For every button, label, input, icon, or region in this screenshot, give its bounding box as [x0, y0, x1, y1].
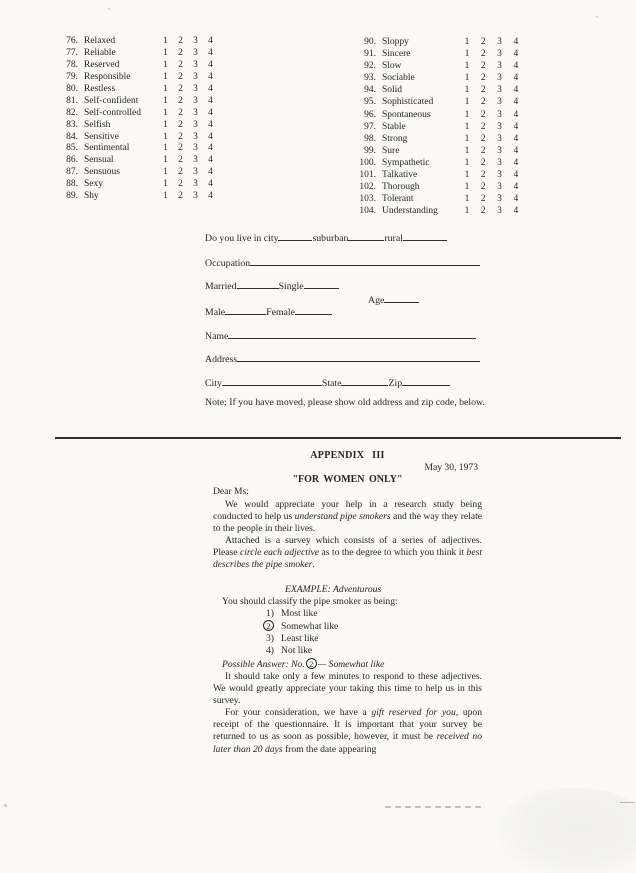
- adjective-label: Sloppy: [382, 37, 409, 47]
- text-segment: understand pipe smokers: [294, 510, 391, 522]
- adjective-row: [58, 120, 218, 132]
- adjective-row: [350, 84, 524, 96]
- adjective-row: [58, 143, 218, 155]
- example-option: [213, 608, 482, 620]
- rating-option[interactable]: 1: [163, 131, 168, 142]
- letter-paragraph: [213, 707, 482, 756]
- rating-option[interactable]: 1: [464, 121, 470, 132]
- rating-option[interactable]: 1: [163, 179, 168, 190]
- rating-option[interactable]: 2: [178, 167, 183, 178]
- example-intro: You should classify the pipe smoker as being:: [222, 595, 398, 607]
- text-segment: from the date appearing: [282, 743, 377, 755]
- rating-option[interactable]: 1: [163, 143, 168, 154]
- text-segment: State: [321, 378, 342, 390]
- scan-speck: [4, 804, 7, 807]
- rating-option[interactable]: 2: [178, 119, 183, 130]
- letter-body-intro: [213, 499, 482, 572]
- rating-option[interactable]: 2: [480, 37, 486, 47]
- letter-paragraph: [213, 499, 482, 535]
- adjective-number: 82.: [66, 107, 78, 118]
- text-segment: circle each adjective: [239, 547, 320, 559]
- rating-option[interactable]: 3: [497, 145, 502, 156]
- rating-option[interactable]: 1: [464, 206, 470, 217]
- adjective-label: Self-confident: [84, 95, 139, 106]
- form-row-age: [368, 295, 419, 306]
- example-options-list: [213, 608, 482, 658]
- form-blank-field[interactable]: [304, 281, 339, 289]
- rating-option[interactable]: 1: [163, 36, 168, 46]
- adjective-number: 81.: [66, 95, 78, 106]
- adjective-number: 93.: [364, 73, 376, 84]
- example-option: [213, 633, 482, 645]
- rating-option[interactable]: 2: [480, 73, 486, 84]
- rating-option[interactable]: 3: [193, 131, 198, 142]
- form-blank-field[interactable]: [237, 354, 480, 362]
- adjective-label: Sophisticated: [382, 97, 434, 108]
- adjective-label: Sentimental: [84, 143, 130, 154]
- form-blank-field[interactable]: [250, 258, 480, 266]
- rating-option[interactable]: 3: [497, 133, 502, 144]
- rating-option[interactable]: 1: [163, 107, 168, 118]
- rating-option[interactable]: 4: [513, 97, 519, 108]
- rating-option[interactable]: 2: [480, 145, 486, 156]
- text-segment: , upon receipt of the questionnaire. It is important that your survey be returned to us as soon as possible, however, it must be: [213, 707, 482, 743]
- rating-option[interactable]: 2: [480, 61, 486, 72]
- rating-option[interactable]: 1: [464, 194, 470, 205]
- rating-option[interactable]: 2: [178, 83, 183, 94]
- rating-option[interactable]: 2: [480, 182, 486, 193]
- rating-option[interactable]: 4: [513, 85, 519, 96]
- text-segment: Female: [266, 307, 295, 319]
- adjective-number: 101.: [359, 170, 376, 181]
- adjective-number: 88.: [66, 179, 78, 190]
- adjective-row: [58, 48, 218, 60]
- rating-option[interactable]: 4: [208, 143, 213, 154]
- form-blank-field[interactable]: [225, 307, 266, 315]
- adjective-number: 89.: [66, 191, 78, 202]
- text-segment: We would appreciate your help in a research study being conducted to help us: [213, 498, 482, 522]
- rating-option[interactable]: 3: [497, 157, 502, 168]
- adjective-row: [350, 36, 524, 48]
- option-label: Not like: [281, 645, 313, 657]
- text-segment: as to the degree to which you think it: [319, 547, 467, 559]
- rating-option[interactable]: 4: [513, 61, 519, 72]
- rating-option[interactable]: 1: [464, 73, 470, 84]
- example-answer-line: [213, 658, 482, 671]
- form-blank-field[interactable]: [278, 233, 312, 241]
- rating-option[interactable]: 3: [497, 85, 502, 96]
- rating-option[interactable]: 4: [208, 119, 213, 130]
- adjective-number: 95.: [364, 97, 376, 108]
- adjective-row: [350, 193, 524, 205]
- rating-option[interactable]: 4: [513, 170, 519, 181]
- adjective-number: 84.: [66, 131, 78, 142]
- rating-option[interactable]: 4: [208, 47, 213, 58]
- rating-option[interactable]: 2: [480, 109, 486, 120]
- adjective-label: Reliable: [84, 47, 116, 58]
- rating-option[interactable]: 4: [513, 133, 519, 144]
- adjective-number: 94.: [364, 85, 376, 96]
- form-row-name: [205, 331, 476, 342]
- adjective-label: Responsible: [84, 71, 131, 82]
- adjective-label: Tolerant: [382, 194, 414, 205]
- adjective-label: Selfish: [84, 119, 111, 130]
- rating-option[interactable]: 2: [480, 133, 486, 144]
- appendix-letter: [213, 450, 482, 756]
- rating-option[interactable]: 2: [178, 71, 183, 82]
- adjective-row: [58, 96, 218, 108]
- form-blank-field[interactable]: [403, 233, 447, 241]
- adjective-row: [58, 191, 218, 203]
- rating-option[interactable]: 4: [208, 155, 213, 166]
- form-row-citystatezip: [205, 378, 450, 389]
- rating-option[interactable]: 2: [178, 179, 183, 190]
- rating-option[interactable]: 1: [464, 182, 470, 193]
- rating-option[interactable]: 2: [178, 36, 183, 46]
- rating-option[interactable]: 4: [513, 109, 519, 120]
- adjective-number: 85.: [66, 143, 78, 154]
- adjective-label: Relaxed: [84, 36, 116, 46]
- letter-date: May 30, 1973: [424, 462, 478, 474]
- scan-smudge: [498, 788, 636, 873]
- adjective-row: [58, 155, 218, 167]
- rating-option[interactable]: 2: [480, 170, 486, 181]
- adjective-row: [350, 121, 524, 133]
- rating-option[interactable]: 4: [208, 179, 213, 190]
- adjective-number: 100.: [359, 157, 376, 168]
- rating-option[interactable]: 3: [497, 121, 502, 132]
- adjective-number: 87.: [66, 167, 78, 178]
- rating-option[interactable]: 1: [464, 157, 470, 168]
- adjective-number: 98.: [364, 133, 376, 144]
- adjective-label: Sensuous: [84, 167, 120, 178]
- adjective-number: 86.: [66, 155, 78, 166]
- text-segment: Zip: [388, 378, 403, 390]
- rating-option[interactable]: 2: [178, 47, 183, 58]
- form-blank-field[interactable]: [341, 378, 388, 386]
- adjective-row: [58, 108, 218, 120]
- rating-option[interactable]: 1: [464, 145, 470, 156]
- rating-option[interactable]: 2: [178, 191, 183, 202]
- form-row-marital: [205, 281, 339, 292]
- rating-option[interactable]: 1: [163, 71, 168, 82]
- rating-option[interactable]: 3: [497, 49, 502, 60]
- adjective-label: Sincere: [382, 49, 411, 60]
- text-segment: Married: [205, 281, 237, 293]
- text-segment: suburban: [312, 233, 349, 245]
- rating-option[interactable]: 4: [513, 157, 519, 168]
- text-segment: Single: [278, 281, 304, 293]
- rating-option[interactable]: 3: [193, 107, 198, 118]
- rating-option[interactable]: 3: [497, 37, 502, 47]
- adjective-label: Stable: [382, 121, 406, 132]
- rating-option[interactable]: 3: [193, 95, 198, 106]
- form-blank-field[interactable]: [295, 307, 332, 315]
- rating-option[interactable]: 1: [464, 61, 470, 72]
- adjective-label: Sensitive: [84, 131, 119, 142]
- rating-option[interactable]: 4: [208, 191, 213, 202]
- rating-option[interactable]: 2: [480, 194, 486, 205]
- adjective-list-right: [350, 36, 524, 217]
- rating-option[interactable]: 2: [178, 59, 183, 70]
- text-segment: EXAMPLE: Adventurous: [285, 583, 382, 595]
- text-segment: — Somewhat like: [317, 658, 385, 670]
- rating-option[interactable]: 3: [497, 97, 502, 108]
- letter-body-close: [213, 671, 482, 756]
- rating-option[interactable]: 3: [193, 59, 198, 70]
- form-blank-field[interactable]: [228, 331, 476, 339]
- adjective-label: Self-controlled: [84, 107, 141, 118]
- option-label: Least like: [281, 633, 319, 645]
- adjective-number: 83.: [66, 119, 78, 130]
- rating-option[interactable]: 3: [193, 167, 198, 178]
- rating-option[interactable]: 4: [513, 182, 519, 193]
- adjective-number: 77.: [66, 47, 78, 58]
- letter-paragraph: [213, 535, 482, 571]
- adjective-label: Talkative: [382, 170, 418, 181]
- adjective-list-left: [58, 36, 218, 203]
- rating-option[interactable]: 2: [480, 157, 486, 168]
- rating-option[interactable]: 3: [497, 109, 502, 120]
- option-label: Most like: [281, 607, 318, 619]
- adjective-number: 102.: [359, 182, 376, 193]
- rating-option[interactable]: 1: [464, 133, 470, 144]
- adjective-label: Spontaneous: [382, 109, 431, 120]
- scan-speck: [596, 16, 598, 18]
- text-segment: Attached is a survey which consists of a series of adjectives. Please: [213, 535, 482, 559]
- rating-option[interactable]: 1: [163, 167, 168, 178]
- rating-option[interactable]: 2: [178, 143, 183, 154]
- option-label: Somewhat like: [281, 621, 339, 633]
- scan-artifact-dashes: [385, 806, 483, 808]
- adjective-number: 103.: [359, 194, 376, 205]
- adjective-label: Sexy: [84, 179, 103, 190]
- rating-option[interactable]: 4: [513, 145, 519, 156]
- letter-subtitle: "FOR WOMEN ONLY": [292, 474, 403, 486]
- text-segment: For your consideration, we have a: [225, 707, 372, 719]
- rating-option[interactable]: 3: [497, 206, 502, 217]
- text-segment: It should take only a few minutes to respond to these adjectives. We would greatly appreciate your taking this time to help us in this survey.: [213, 670, 482, 706]
- rating-option[interactable]: 4: [208, 107, 213, 118]
- adjective-row: [58, 72, 218, 84]
- form-row-occupation: [205, 258, 480, 269]
- adjective-row: [350, 133, 524, 145]
- adjective-row: [350, 48, 524, 60]
- adjective-number: 97.: [364, 121, 376, 132]
- circled-option-marker: 2: [263, 620, 274, 631]
- rating-option[interactable]: 4: [208, 95, 213, 106]
- rating-option[interactable]: 1: [163, 83, 168, 94]
- form-row-address: [205, 354, 480, 365]
- rating-option[interactable]: 4: [208, 131, 213, 142]
- adjective-row: [350, 96, 524, 108]
- option-marker: 4): [266, 645, 274, 657]
- adjective-row: [350, 145, 524, 157]
- adjective-label: Sympathetic: [382, 157, 430, 168]
- option-marker: 1): [266, 607, 274, 619]
- rating-option[interactable]: 2: [178, 155, 183, 166]
- rating-option[interactable]: 1: [464, 97, 470, 108]
- rating-option[interactable]: 4: [208, 36, 213, 46]
- rating-option[interactable]: 4: [513, 194, 519, 205]
- adjective-number: 80.: [66, 83, 78, 94]
- adjective-label: Sure: [382, 145, 400, 156]
- rating-option[interactable]: 1: [464, 37, 470, 47]
- text-segment: Age: [368, 295, 385, 307]
- rating-option[interactable]: 4: [208, 71, 213, 82]
- adjective-number: 91.: [364, 49, 376, 60]
- rating-option[interactable]: 1: [464, 170, 470, 181]
- adjective-label: Reserved: [84, 59, 120, 70]
- rating-option[interactable]: 3: [497, 170, 502, 181]
- adjective-row: [58, 167, 218, 179]
- rating-option[interactable]: 4: [208, 83, 213, 94]
- rating-option[interactable]: 3: [497, 182, 502, 193]
- adjective-label: Sensual: [84, 155, 114, 166]
- rating-option[interactable]: 1: [163, 119, 168, 130]
- rating-option[interactable]: 1: [163, 191, 168, 202]
- section-divider-rule: [55, 437, 621, 439]
- text-segment: Do you live in city: [205, 233, 279, 245]
- adjective-row: [350, 72, 524, 84]
- text-segment: Possible Answer: No.: [222, 658, 305, 670]
- rating-option[interactable]: 2: [480, 206, 486, 217]
- adjective-row: [58, 60, 218, 72]
- form-blank-field[interactable]: [384, 295, 419, 303]
- letter-salutation: Dear Ms:: [213, 486, 249, 498]
- adjective-number: 79.: [66, 71, 78, 82]
- rating-option[interactable]: 1: [163, 95, 168, 106]
- scan-speck: [107, 7, 111, 10]
- adjective-number: 78.: [66, 59, 78, 70]
- adjective-label: Solid: [382, 85, 403, 96]
- rating-option[interactable]: 4: [513, 49, 519, 60]
- adjective-row: [58, 36, 218, 48]
- adjective-row: [350, 109, 524, 121]
- rating-option[interactable]: 3: [193, 191, 198, 202]
- rating-option[interactable]: 4: [208, 167, 213, 178]
- adjective-number: 99.: [364, 145, 376, 156]
- adjective-row: [350, 60, 524, 72]
- option-marker: 3): [266, 633, 274, 645]
- text-segment: Name: [205, 331, 229, 343]
- adjective-row: [350, 181, 524, 193]
- adjective-label: Understanding: [382, 206, 438, 217]
- rating-option[interactable]: 2: [480, 85, 486, 96]
- form-row-residence: [205, 233, 447, 244]
- form-blank-field[interactable]: [222, 378, 322, 386]
- adjective-label: Thorough: [382, 182, 420, 193]
- text-segment: Address: [205, 354, 238, 366]
- rating-option[interactable]: 4: [513, 121, 519, 132]
- rating-option[interactable]: 2: [178, 95, 183, 106]
- scan-artifact-dash-right: [620, 802, 635, 803]
- adjective-number: 76.: [66, 36, 78, 46]
- example-option: [213, 620, 482, 633]
- rating-option[interactable]: 2: [178, 107, 183, 118]
- adjective-label: Slow: [382, 61, 402, 72]
- rating-option[interactable]: 3: [193, 179, 198, 190]
- rating-option[interactable]: 4: [513, 206, 519, 217]
- rating-option[interactable]: 1: [163, 59, 168, 70]
- text-segment: Male: [205, 307, 226, 319]
- rating-option[interactable]: 3: [193, 155, 198, 166]
- rating-option[interactable]: 3: [193, 47, 198, 58]
- letter-paragraph: [213, 671, 482, 707]
- text-segment: rural: [384, 233, 403, 245]
- adjective-row: [350, 169, 524, 181]
- text-segment: best describes the pipe smoker: [213, 547, 482, 571]
- adjective-row: [58, 179, 218, 191]
- text-segment: .: [312, 559, 315, 571]
- adjective-row: [350, 205, 524, 217]
- rating-option[interactable]: 3: [497, 194, 502, 205]
- rating-option[interactable]: 3: [193, 36, 198, 46]
- rating-option[interactable]: 3: [193, 119, 198, 130]
- rating-option[interactable]: 4: [513, 37, 519, 47]
- rating-option[interactable]: 1: [163, 47, 168, 58]
- text-segment: City: [205, 378, 222, 390]
- adjective-number: 92.: [364, 61, 376, 72]
- form-blank-field[interactable]: [402, 378, 450, 386]
- rating-option[interactable]: 3: [193, 83, 198, 94]
- adjective-label: Strong: [382, 133, 408, 144]
- appendix-title: APPENDIX III: [310, 450, 385, 461]
- rating-option[interactable]: 1: [464, 49, 470, 60]
- rating-option[interactable]: 1: [464, 85, 470, 96]
- rating-option[interactable]: 2: [480, 97, 486, 108]
- adjective-number: 90.: [364, 37, 376, 47]
- form-row-sex: [205, 307, 332, 318]
- rating-option[interactable]: 2: [178, 131, 183, 142]
- adjective-number: 96.: [364, 109, 376, 120]
- adjective-number: 104.: [359, 206, 376, 217]
- rating-option[interactable]: 1: [163, 155, 168, 166]
- form-blank-field[interactable]: [348, 233, 384, 241]
- text-segment: Occupation: [205, 258, 251, 270]
- adjective-row: [58, 84, 218, 96]
- form-blank-field[interactable]: [237, 281, 279, 289]
- text-segment: gift reserved for you: [371, 707, 456, 719]
- form-note: Note: If you have moved, please show old address and zip code, below.: [205, 397, 485, 408]
- rating-option[interactable]: 4: [513, 73, 519, 84]
- example-title: [213, 584, 482, 596]
- adjective-row: [350, 157, 524, 169]
- rating-option[interactable]: 2: [480, 49, 486, 60]
- rating-option[interactable]: 3: [497, 73, 502, 84]
- rating-option[interactable]: 3: [193, 71, 198, 82]
- rating-option[interactable]: 4: [208, 59, 213, 70]
- example-option: [213, 645, 482, 657]
- adjective-label: Shy: [84, 191, 99, 202]
- adjective-label: Sociable: [382, 73, 415, 84]
- rating-option[interactable]: 3: [497, 61, 502, 72]
- circled-number: 2: [306, 658, 317, 669]
- rating-option[interactable]: 1: [464, 109, 470, 120]
- rating-option[interactable]: 2: [480, 121, 486, 132]
- rating-option[interactable]: 3: [193, 143, 198, 154]
- text-segment: and the way they relate to the people in their lives.: [213, 510, 482, 534]
- adjective-row: [58, 132, 218, 144]
- text-segment: received no later than 20 days: [213, 731, 482, 755]
- adjective-label: Restless: [84, 83, 116, 94]
